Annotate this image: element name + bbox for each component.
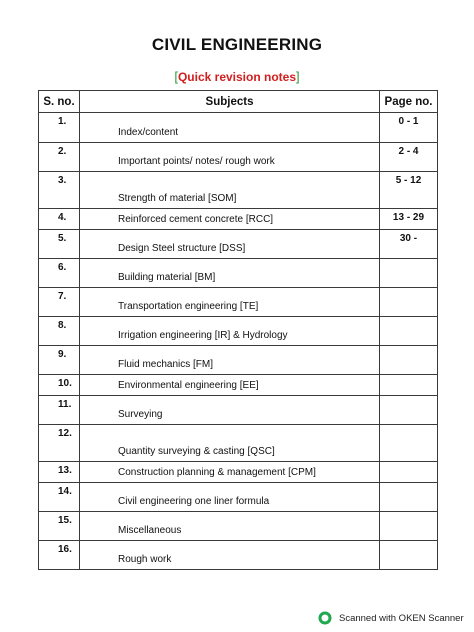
row-page: 5 - 12 — [380, 172, 438, 209]
row-subject: Civil engineering one liner formula — [118, 496, 270, 507]
row-sno: 14. — [39, 483, 80, 512]
row-subject-cell — [80, 317, 380, 346]
row-subject: Index/content — [118, 127, 179, 138]
row-sno: 3. — [39, 172, 80, 209]
row-sno: 13. — [39, 462, 80, 483]
row-subject: Construction planning & management [CPM] — [118, 467, 316, 478]
row-page: 0 - 1 — [380, 113, 438, 143]
row-sno: 12. — [39, 425, 80, 462]
row-subject-cell — [80, 209, 380, 230]
row-subject: Environmental engineering [EE] — [118, 380, 259, 391]
row-page — [380, 396, 438, 425]
row-page — [380, 512, 438, 541]
subtitle-open-bracket: [ — [174, 69, 178, 84]
row-page — [380, 317, 438, 346]
header-subjects: Subjects — [80, 91, 380, 113]
row-sno: 8. — [39, 317, 80, 346]
row-sno: 15. — [39, 512, 80, 541]
row-subject-cell — [80, 346, 380, 375]
row-subject-cell — [80, 425, 380, 462]
row-subject-cell — [80, 288, 380, 317]
row-page — [380, 462, 438, 483]
row-page — [380, 483, 438, 512]
row-subject: Important points/ notes/ rough work — [118, 156, 275, 167]
row-subject: Transportation engineering [TE] — [118, 301, 259, 312]
row-subject: Fluid mechanics [FM] — [118, 359, 214, 370]
table-row — [39, 541, 438, 570]
page-subtitle — [0, 69, 474, 84]
row-subject-cell — [80, 375, 380, 396]
row-sno: 2. — [39, 143, 80, 172]
row-page: 30 - — [380, 230, 438, 259]
scanner-text: Scanned with OKEN Scanner — [339, 612, 464, 624]
row-page: 2 - 4 — [380, 143, 438, 172]
row-subject-cell — [80, 143, 380, 172]
subtitle-text: Quick revision notes — [177, 70, 297, 84]
table-row — [39, 375, 438, 396]
subtitle-close-bracket: ] — [296, 69, 300, 84]
row-subject-cell — [80, 230, 380, 259]
row-sno: 4. — [39, 209, 80, 230]
row-page — [380, 288, 438, 317]
table-row — [39, 512, 438, 541]
row-subject: Strength of material [SOM] — [118, 193, 237, 204]
row-page — [380, 259, 438, 288]
table-row — [39, 259, 438, 288]
header-sno: S. no. — [39, 91, 80, 113]
row-sno: 1. — [39, 113, 80, 143]
row-subject: Building material [BM] — [118, 272, 216, 283]
table-header-row — [39, 91, 438, 113]
row-page — [380, 346, 438, 375]
row-subject-cell — [80, 172, 380, 209]
row-subject: Miscellaneous — [118, 525, 182, 536]
row-sno: 16. — [39, 541, 80, 570]
table-row — [39, 346, 438, 375]
row-sno: 9. — [39, 346, 80, 375]
row-subject: Rough work — [118, 554, 172, 565]
row-subject-cell — [80, 541, 380, 570]
row-sno: 10. — [39, 375, 80, 396]
row-subject: Surveying — [118, 409, 163, 420]
table-row — [39, 113, 438, 143]
row-sno: 5. — [39, 230, 80, 259]
table-row — [39, 396, 438, 425]
row-subject: Design Steel structure [DSS] — [118, 243, 246, 254]
table-row — [39, 172, 438, 209]
table-row — [39, 483, 438, 512]
row-subject-cell — [80, 396, 380, 425]
table-row — [39, 425, 438, 462]
row-page — [380, 375, 438, 396]
row-subject-cell — [80, 259, 380, 288]
row-subject: Reinforced cement concrete [RCC] — [118, 214, 274, 225]
contents-table — [38, 90, 438, 570]
oken-scanner-logo-icon — [318, 611, 332, 625]
row-sno: 6. — [39, 259, 80, 288]
row-sno: 7. — [39, 288, 80, 317]
row-page: 13 - 29 — [380, 209, 438, 230]
row-subject-cell — [80, 483, 380, 512]
row-sno: 11. — [39, 396, 80, 425]
table-row — [39, 317, 438, 346]
page-title: CIVIL ENGINEERING — [151, 35, 323, 54]
header-page: Page no. — [380, 91, 438, 113]
row-page — [380, 425, 438, 462]
row-subject: Irrigation engineering [IR] & Hydrology — [118, 330, 288, 341]
table-row — [39, 288, 438, 317]
table-row — [39, 462, 438, 483]
table-row — [39, 230, 438, 259]
row-subject-cell — [80, 512, 380, 541]
row-subject-cell — [80, 462, 380, 483]
table-row — [39, 143, 438, 172]
row-subject: Quantity surveying & casting [QSC] — [118, 446, 275, 457]
row-subject-cell — [80, 113, 380, 143]
scanner-watermark — [318, 611, 464, 625]
row-page — [380, 541, 438, 570]
table-row — [39, 209, 438, 230]
